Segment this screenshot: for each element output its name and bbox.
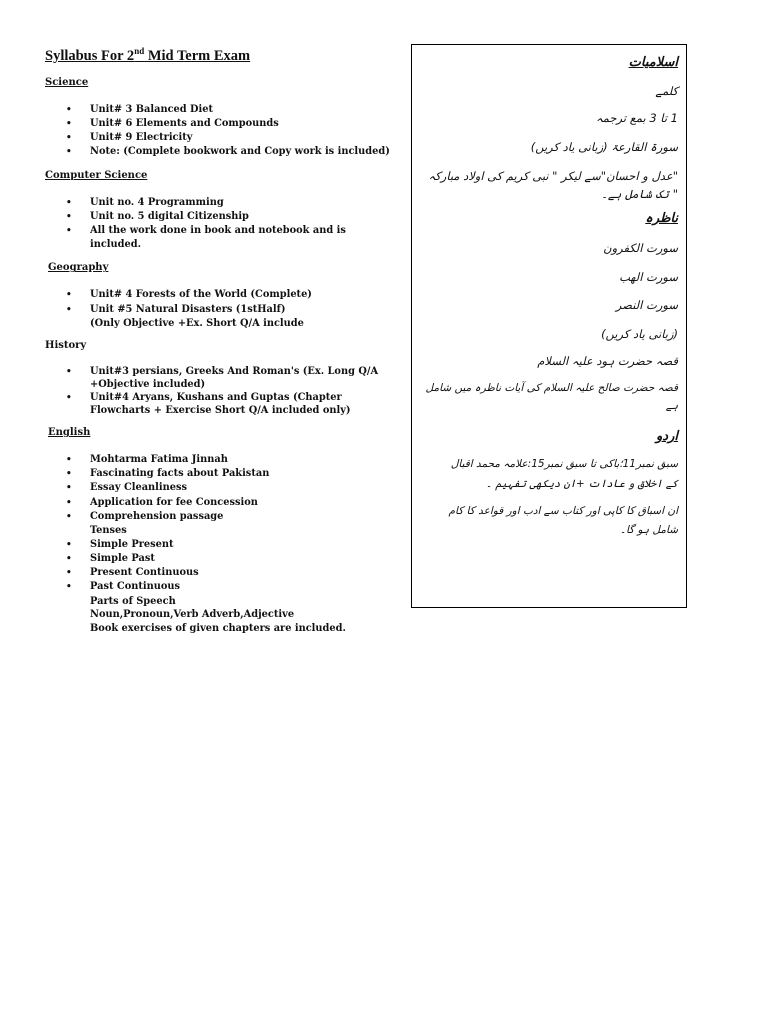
geography-list [45,288,400,316]
english-syllabus-column [45,46,400,635]
qissa-hood: قصہ حضرت ہود علیہ السلام [537,354,678,368]
list-item: • Simple Past [66,552,155,564]
list-item: • Unit#4 Aryans, Kushans and Guptas (Chapter Flowcharts + Exercise Short Q/A included only) [66,392,351,416]
kalmay-label: کلمے [655,84,678,98]
section-heading-computer-science: Computer Science [45,169,148,181]
computer-science-list [45,196,400,253]
list-item: • Note: (Complete bookwork and Copy work is included) [66,146,390,158]
urdu-line-1: سبق نمبر11؛باکی تا سبق نمبر15:علامہ محمد اقبال [450,458,678,470]
islamiat-heading: اسلامیات [628,55,678,70]
list-item: • Application for fee Concession [66,496,258,508]
english-list [45,453,400,524]
science-list [45,103,400,160]
list-item: • Comprehension passage [66,510,224,522]
section-heading-science: Science [45,76,89,88]
adl-line-1: "عدل و احسان"سے لیکر " نبی کریم کی اولاد مبارکہ [428,169,678,183]
english-book-exercises-note: Book exercises of given chapters are included. [90,622,346,634]
urdu-line-3: ان اسباق کا کاپی اور کتاب سے ادب اور قواعد کا کام [448,505,678,517]
adl-line-2: " تک شامل ہے۔ [601,187,678,201]
list-item: • Unit# 6 Elements and Compounds [66,118,279,130]
qissa-saleh-line-1: قصہ حضرت صالح علیہ السلام کی آیات ناظرہ میں شامل [425,382,678,394]
english-subheading-tenses: Tenses [90,525,127,537]
section-heading-history: History [45,340,87,352]
list-item: • Simple Present [66,538,174,550]
kalmay-detail: 1 تا 3 بمع ترجمہ [596,111,678,125]
qissa-saleh-line-2: ہے [665,400,678,412]
urdu-heading: اردو [656,429,678,444]
list-item: • Unit# 3 Balanced Diet [66,103,214,115]
urdu-line-4: شامل ہو گا۔ [619,524,678,536]
english-parts-list: Noun,Pronoun,Verb Adverb,Adjective [90,609,295,621]
geography-note: (Only Objective +Ex. Short Q/A include [90,317,304,329]
english-tenses-list [45,538,400,595]
list-item: • Unit#3 persians, Greeks And Roman's (Ex. Long Q/A +Objective included) [66,366,379,390]
surah-kafiroon: سورت الکفرون [603,241,678,255]
list-item: • Unit #5 Natural Disasters (1stHalf) [66,303,286,315]
english-parts-of-speech: Parts of Speech [90,595,176,607]
page-title: Syllabus For 2nd Mid Term Exam [45,46,251,64]
zubani-note: (زبانی یاد کریں) [601,327,678,341]
list-item: • Fascinating facts about Pakistan [66,468,270,480]
list-item: • Past Continuous [66,581,181,593]
surah-qaria: سورۃ القارعۃ (زبانی یاد کریں) [530,140,678,154]
nazra-heading: ناظرہ [645,211,678,226]
list-item: • Present Continuous [66,567,199,579]
list-item: • Mohtarma Fatima Jinnah [66,454,228,466]
list-item: • Essay Cleanliness [66,482,188,494]
list-item: • Unit# 9 Electricity [66,132,193,144]
list-item: • Unit no. 4 Programming [66,196,224,208]
surah-nasr: سورت النصر [615,298,678,312]
list-item: • Unit# 4 Forests of the World (Complete) [66,289,312,301]
list-item: • Unit no. 5 digital Citizenship [66,210,249,222]
list-item: • All the work done in book and notebook and is included. [66,225,346,251]
surah-lahab: سورت الھب [619,270,678,284]
history-list [45,366,400,417]
section-heading-english: English [48,427,91,439]
section-heading-geography: Geography [48,262,109,274]
urdu-syllabus-box [411,44,687,608]
urdu-line-2: کے اخلاق و عادات +ان دیکھی تفہیم ۔ [485,478,678,490]
